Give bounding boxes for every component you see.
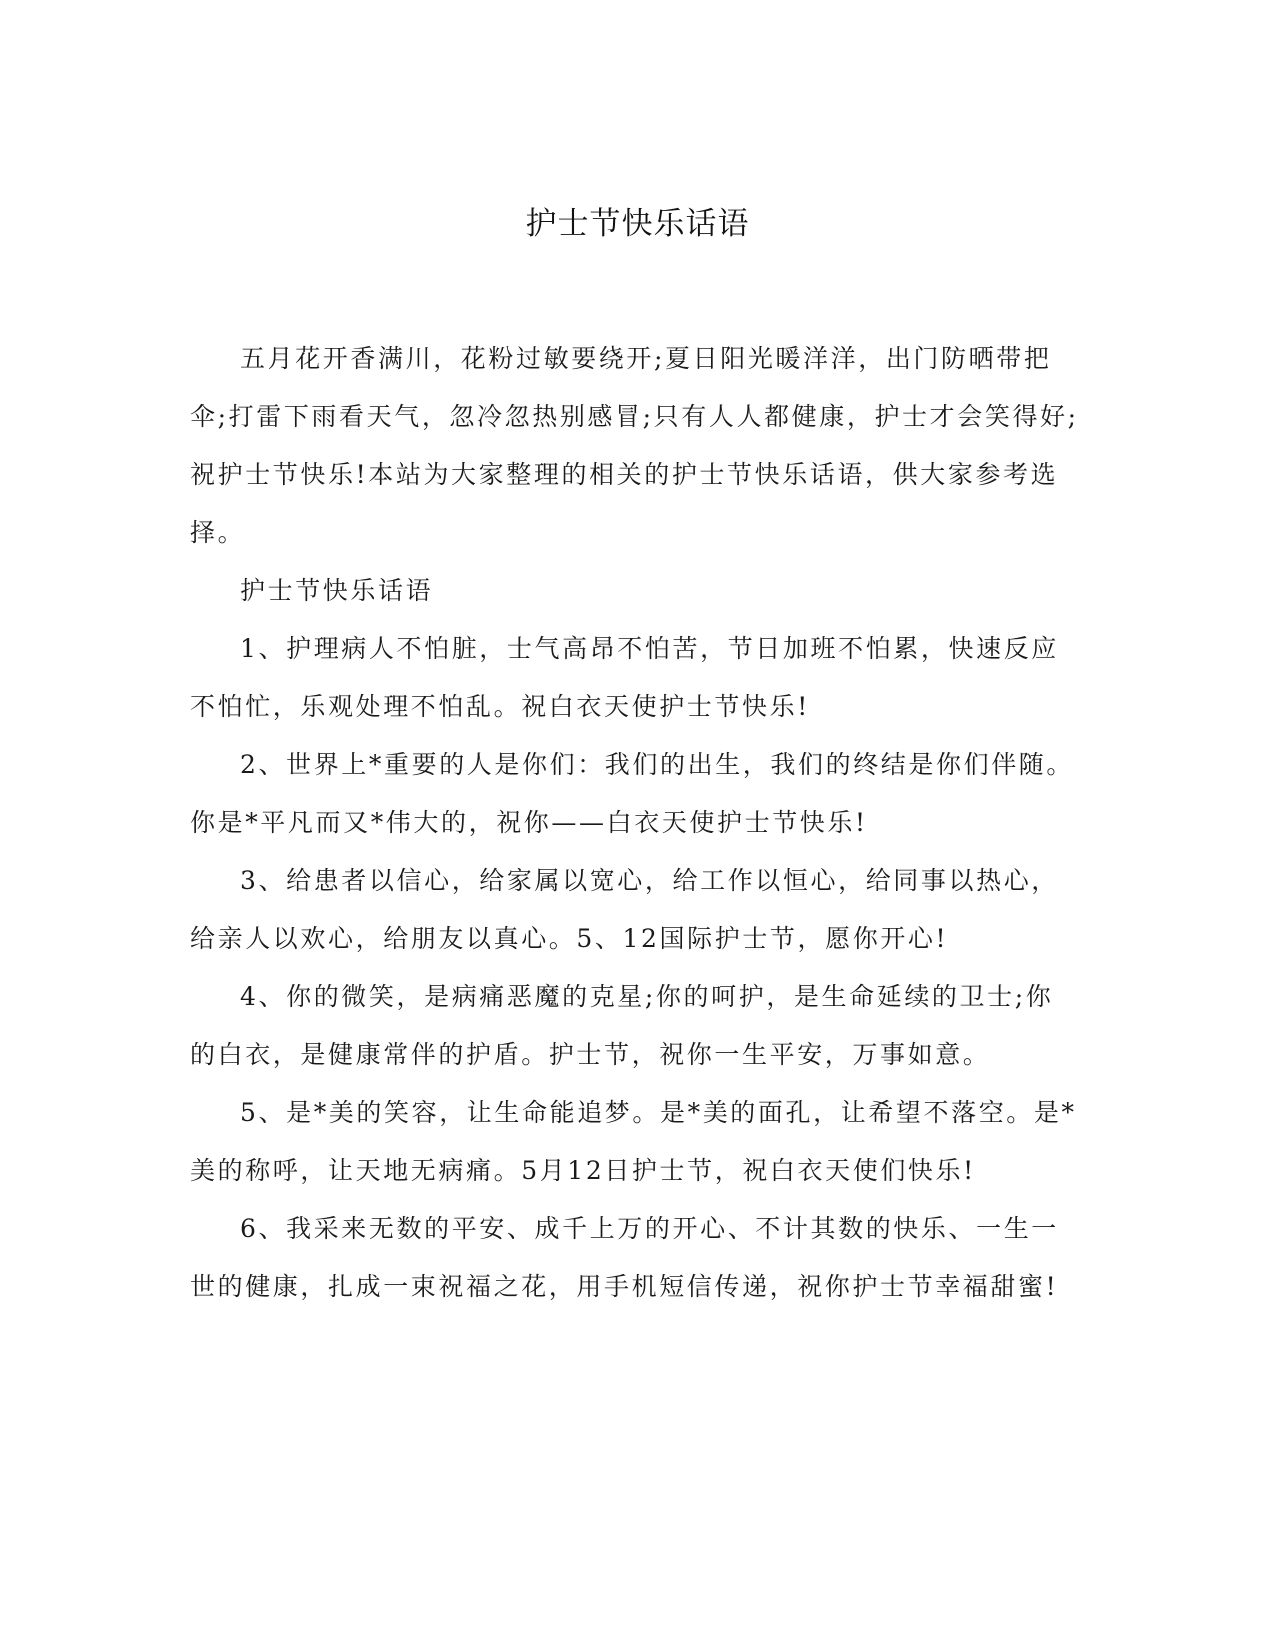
list-item: 4、你的微笑，是病痛恶魔的克星;你的呵护，是生命延续的卫士;你的白衣，是健康常伴的护盾。护士节，祝你一生平安，万事如意。 (190, 982, 1054, 1069)
list-item: 3、给患者以信心，给家属以宽心，给工作以恒心，给同事以热心，给亲人以欢心，给朋友以真心。5、12国际护士节，愿你开心! (190, 866, 1059, 953)
section-subheading: 护士节快乐话语 (240, 576, 434, 605)
intro-paragraph: 五月花开香满川，花粉过敏要绕开;夏日阳光暖洋洋，出门防晒带把伞;打雷下雨看天气，忽冷忽热别感冒;只有人人都健康，护士才会笑得好;祝护士节快乐!本站为大家整理的相关的护士节快乐话语，供大家参考选择。 (190, 344, 1079, 547)
list-item: 5、是*美的笑容，让生命能追梦。是*美的面孔，让希望不落空。是*美的称呼，让天地无病痛。5月12日护士节，祝白衣天使们快乐! (190, 1098, 1077, 1185)
list-item: 1、护理病人不怕脏，士气高昂不怕苦，节日加班不怕累，快速反应不怕忙，乐观处理不怕乱。祝白衣天使护士节快乐! (190, 634, 1059, 721)
list-item: 2、世界上*重要的人是你们：我们的出生，我们的终结是你们伴随。你是*平凡而又*伟大的，祝你——白衣天使护士节快乐! (190, 750, 1075, 837)
list-item: 6、我采来无数的平安、成千上万的开心、不计其数的快乐、一生一世的健康，扎成一束祝福之花，用手机短信传递，祝你护士节幸福甜蜜! (190, 1214, 1059, 1301)
document-title: 护士节快乐话语 (525, 206, 750, 242)
document-body (190, 330, 1080, 1316)
